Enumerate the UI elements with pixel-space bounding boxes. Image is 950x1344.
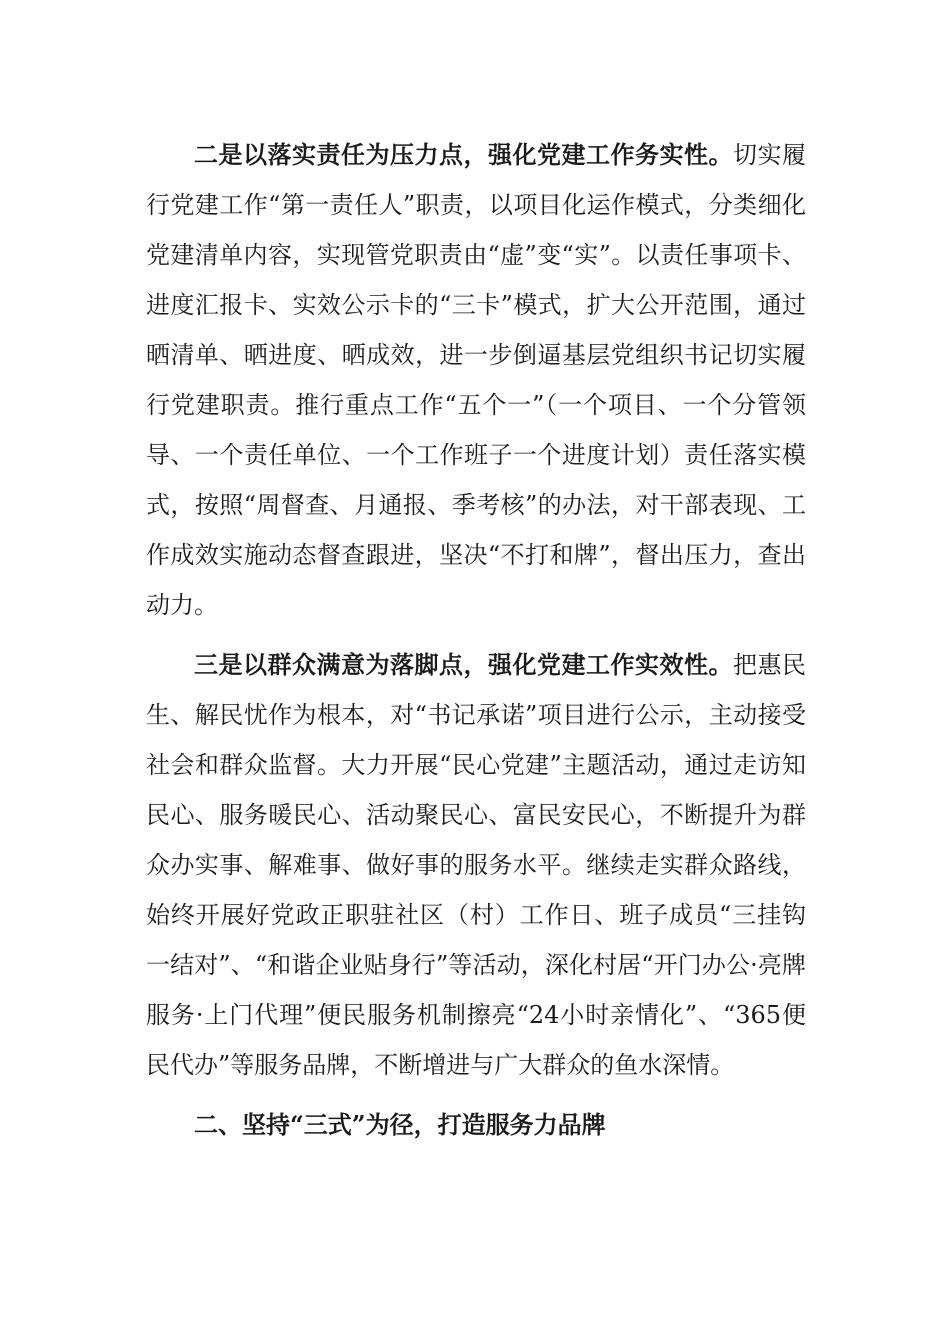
section-heading: 二、坚持“三式”为径，打造服务力品牌 xyxy=(194,1110,606,1139)
paragraph-lead: 二是以落实责任为压力点，强化党建工作务实性。 xyxy=(194,140,733,169)
paragraph-text: 切实履行党建工作“第一责任人”职责，以项目化运作模式，分类细化党建清单内容，实现管党职责由“虚”变“实”。以责任事项卡、进度汇报卡、实效公示卡的“三卡”模式，扩大公开范围，通过晒清单、晒进度、晒成效，进一步倒逼基层党组织书记切实履行党建职责。推行重点工作“五个一”（一个项目、一个分管领导、一个责任单位、一个工作班子一个进度计划）责任落实模式，按照“周督查、月通报、季考核”的办法，对干部表现、工作成效实施动态督查跟进，坚决“不打和牌”，督出压力，查出动力。 xyxy=(146,141,806,619)
paragraph-responsibility xyxy=(146,130,806,630)
paragraph-text: 把惠民生、解民忧作为根本，对“书记承诺”项目进行公示，主动接受社会和群众监督。大力开展“民心党建”主题活动，通过走访知民心、服务暖民心、活动聚民心、富民安民心，不断提升为群众办实事、解难事、做好事的服务水平。继续走实群众路线，始终开展好党政正职驻社区（村）工作日、班子成员“三挂钩一结对”、“和谐企业贴身行”等活动，深化村居“开门办公·亮牌服务·上门代理”便民服务机制擦亮“24小时亲情化”、“365便民代办”等服务品牌，不断增进与广大群众的鱼水深情。 xyxy=(146,651,806,1079)
paragraph-lead: 三是以群众满意为落脚点，强化党建工作实效性。 xyxy=(194,650,733,679)
document-body xyxy=(146,130,806,1150)
paragraph-satisfaction xyxy=(146,640,806,1090)
